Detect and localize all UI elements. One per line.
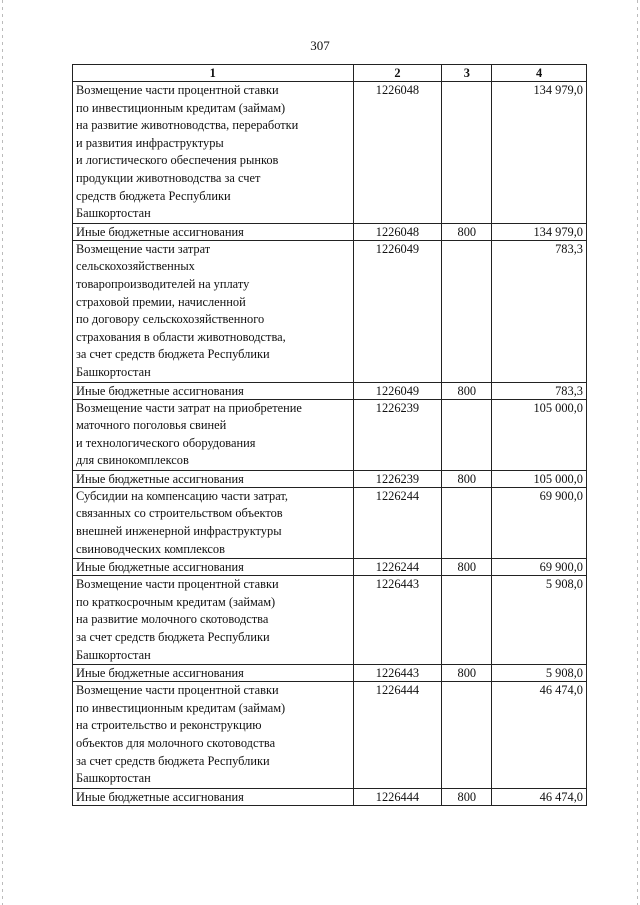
row-code: 1226048: [353, 223, 442, 240]
scan-edge-right: [637, 0, 638, 905]
row-code: 1226048: [353, 82, 442, 224]
row-amount: 69 900,0: [492, 559, 587, 576]
table-row: [73, 240, 587, 382]
row-name: Иные бюджетные ассигнования: [73, 470, 354, 487]
row-amount: 105 000,0: [492, 470, 587, 487]
row-name: Субсидии на компенсацию части затрат, связанных со строительством объектов внешней инженерной инфраструктуры свиноводческих комплексов: [73, 487, 354, 558]
table-row: [73, 382, 587, 399]
row-type: [442, 487, 492, 558]
row-code: 1226239: [353, 470, 442, 487]
table-row: [73, 665, 587, 682]
row-name: Иные бюджетные ассигнования: [73, 788, 354, 805]
budget-table: [72, 64, 587, 806]
row-name: Возмещение части затрат на приобретение маточного поголовья свиней и технологического оборудования для свинокомплексов: [73, 399, 354, 470]
row-name: Возмещение части процентной ставки по инвестиционным кредитам (займам) на развитие животноводства, переработки и развития инфраструктуры и логистического обеспечения рынков продукции животноводства за счет средств бюджета Республики Башкортостан: [73, 82, 354, 224]
row-code: 1226443: [353, 576, 442, 665]
row-type: 800: [442, 559, 492, 576]
row-name: Возмещение части затрат сельскохозяйственных товаропроизводителей на уплату страховой премии, начисленной по договору сельскохозяйственного страхования в области животноводства, за счет средств бюджета Республики Башкортостан: [73, 240, 354, 382]
table-row: [73, 682, 587, 789]
scan-edge-left: [2, 0, 3, 905]
page-number: 307: [310, 38, 330, 53]
header-col-2: 2: [353, 65, 442, 82]
row-name: Иные бюджетные ассигнования: [73, 382, 354, 399]
row-type: 800: [442, 223, 492, 240]
row-type: [442, 576, 492, 665]
row-type: [442, 399, 492, 470]
row-code: 1226443: [353, 665, 442, 682]
header-col-4: 4: [492, 65, 587, 82]
header-col-1: 1: [73, 65, 354, 82]
table-row: [73, 399, 587, 470]
row-code: 1226244: [353, 559, 442, 576]
row-name: Иные бюджетные ассигнования: [73, 559, 354, 576]
row-code: 1226049: [353, 382, 442, 399]
row-amount: 46 474,0: [492, 682, 587, 789]
row-type: [442, 240, 492, 382]
table-row: [73, 559, 587, 576]
row-amount: 5 908,0: [492, 665, 587, 682]
header-row: [73, 65, 587, 82]
row-code: 1226244: [353, 487, 442, 558]
table-body: [73, 82, 587, 806]
table-row: [73, 223, 587, 240]
row-amount: 134 979,0: [492, 223, 587, 240]
row-type: 800: [442, 382, 492, 399]
row-amount: 134 979,0: [492, 82, 587, 224]
row-amount: 783,3: [492, 382, 587, 399]
table-header: [73, 65, 587, 82]
row-type: 800: [442, 788, 492, 805]
row-code: 1226444: [353, 788, 442, 805]
table-row: [73, 470, 587, 487]
table-row: [73, 788, 587, 805]
row-type: 800: [442, 470, 492, 487]
table-row: [73, 487, 587, 558]
row-type: [442, 82, 492, 224]
row-name: Возмещение части процентной ставки по инвестиционным кредитам (займам) на строительство и реконструкцию объектов для молочного скотоводства за счет средств бюджета Республики Башкортостан: [73, 682, 354, 789]
row-amount: 105 000,0: [492, 399, 587, 470]
row-type: [442, 682, 492, 789]
row-type: 800: [442, 665, 492, 682]
row-amount: 783,3: [492, 240, 587, 382]
row-name: Возмещение части процентной ставки по краткосрочным кредитам (займам) на развитие молочного скотоводства за счет средств бюджета Республики Башкортостан: [73, 576, 354, 665]
row-name: Иные бюджетные ассигнования: [73, 223, 354, 240]
row-amount: 69 900,0: [492, 487, 587, 558]
row-code: 1226239: [353, 399, 442, 470]
row-code: 1226049: [353, 240, 442, 382]
row-amount: 46 474,0: [492, 788, 587, 805]
table-row: [73, 576, 587, 665]
header-col-3: 3: [442, 65, 492, 82]
row-code: 1226444: [353, 682, 442, 789]
row-amount: 5 908,0: [492, 576, 587, 665]
row-name: Иные бюджетные ассигнования: [73, 665, 354, 682]
table-row: [73, 82, 587, 224]
